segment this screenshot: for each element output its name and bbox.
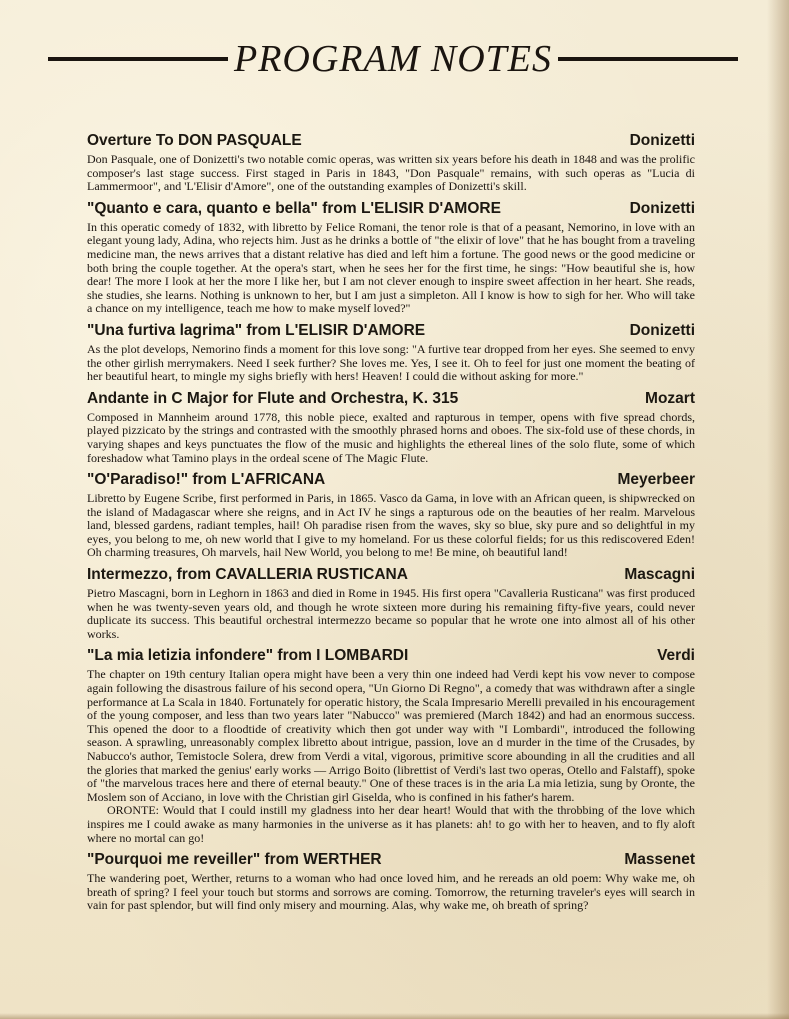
program-note-section bbox=[87, 471, 695, 560]
section-heading bbox=[87, 132, 695, 150]
section-heading bbox=[87, 200, 695, 218]
program-notes-body bbox=[87, 132, 695, 919]
composer-name: Massenet bbox=[624, 851, 695, 869]
section-heading bbox=[87, 851, 695, 869]
program-note-section bbox=[87, 322, 695, 384]
page-bottom-shadow bbox=[0, 1013, 789, 1019]
program-note-section bbox=[87, 132, 695, 194]
piece-title: "Una furtiva lagrima" from L'ELISIR D'AMORE bbox=[87, 321, 426, 339]
composer-name: Donizetti bbox=[629, 199, 695, 217]
note-paragraph: ORONTE: Would that I could instill my gladness into her dear heart! Would that with the throbbing of the love which inspires me I could awake as many harmonies in the universe as it has planets: ah! to go with her to heaven, and to fly aloft where no mortal can go! bbox=[87, 803, 695, 845]
note-paragraph: Composed in Mannheim around 1778, this noble piece, exalted and rapturous in temper, opens with five spread chords, played pizzicato by the strings and contrasted with the smoothly phrased horns and oboes. The six-fold use of these chords, in varying shapes and keys punctuates the flow of the music and highlights the ethereal lines of the solo flute, some of which foreshadow what Tamino plays in the ordeal scene of The Magic Flute. bbox=[87, 409, 695, 465]
program-note-section bbox=[87, 851, 695, 913]
section-heading bbox=[87, 322, 695, 340]
section-heading bbox=[87, 647, 695, 665]
piece-title: "La mia letizia infondere" from I LOMBARDI bbox=[87, 647, 409, 665]
section-heading bbox=[87, 566, 695, 584]
composer-name: Mascagni bbox=[624, 566, 695, 584]
piece-title: "Pourquoi me reveiller" from WERTHER bbox=[87, 851, 382, 869]
note-paragraph: The chapter on 19th century Italian opera might have been a very thin one indeed had Verdi kept his vow never to compose again following the disastrous failure of his second opera, "Un Giorno Di Regno", a comedy that was withdrawn after a single performance at La Scala in 1840. Fortunately for operatic history, the Scala Impresario Merelli prevailed in his encouragement of the young composer, and less than two years later "Nabucco" was premiered (March 1842) and had an enormous success. This opened the door to a floodtide of creativity which then got under way with "I Lombardi", introduced the following season. A sprawling, unreasonably complex libretto about intrigue, passion, love an d murder in the time of the Crusades, by Nabucco's author, Temistocle Solera, drew from Verdi a vital, vigorous, primitive score abounding in all the crudities and all the glories that marked the genius' early works — Arrigo Boito (librettist of Verdi's last two operas, Otello and Falstaff), spoke of "the marvelous traces here and there of eternal beauty." One of these traces is in the aria La mia letizia, sung by Oronte, the Moslem son of Acciano, in love with the Christian girl Giselda, who is confined in his father's harem. bbox=[87, 667, 695, 804]
piece-title: "Quanto e cara, quanto e bella" from L'ELISIR D'AMORE bbox=[87, 199, 501, 217]
piece-title: Intermezzo, from CAVALLERIA RUSTICANA bbox=[87, 566, 408, 584]
page-edge-shadow bbox=[767, 0, 789, 1019]
composer-name: Donizetti bbox=[629, 321, 695, 339]
note-paragraph: In this operatic comedy of 1832, with libretto by Felice Romani, the tenor role is that of a peasant, Nemorino, in love with an elegant young lady, Adina, who rejects him. Just as he drinks a bottle of "the elixir of love" that he has bought from a traveling medicine man, the news arrives that a distant relative has died and left him a fortune. The good news or the good medicine or both bring the couple together. At the opera's start, when he sees her for the first time, he sings: "How beautiful she is, how dear! The more I look at her the more I like her, but I am not clever enough to inspire sweet affection in her heart. She reads, she studies, she learns. Nothing is unknown to her, but I am just a simpleton. All I know is how to sigh for her. Who will take a chance on my intelligence, teach me how to make myself loved?" bbox=[87, 219, 695, 316]
piece-title: Andante in C Major for Flute and Orchestra, K. 315 bbox=[87, 389, 459, 407]
program-note-section bbox=[87, 566, 695, 641]
program-note-section bbox=[87, 390, 695, 465]
composer-name: Meyerbeer bbox=[617, 471, 695, 489]
note-paragraph: The wandering poet, Werther, returns to a woman who had once loved him, and he rereads an old poem: Why wake me, oh breath of spring? I feel your touch but storms and sorrows are coming. Tomorrow, the returning traveler's eyes will search in vain for past splendor, but will find only misery and mourning. Alas, why wake me, oh breath of spring? bbox=[87, 871, 695, 913]
piece-title: "O'Paradiso!" from L'AFRICANA bbox=[87, 471, 326, 489]
composer-name: Mozart bbox=[645, 389, 695, 407]
page-header bbox=[48, 34, 738, 84]
note-paragraph: As the plot develops, Nemorino finds a moment for this love song: "A furtive tear dropped from her eyes. She seemed to envy the other girlish merrymakers. Need I seek further? She loves me. Yes, I see it. Oh to feel for just one moment the beating of her beautiful heart, to mingle my sighs briefly with hers! Heaven! I could die without asking for more." bbox=[87, 341, 695, 384]
composer-name: Donizetti bbox=[629, 132, 695, 149]
page-title: PROGRAM NOTES bbox=[233, 38, 553, 80]
composer-name: Verdi bbox=[657, 647, 695, 665]
note-paragraph: Don Pasquale, one of Donizetti's two notable comic operas, was written six years before his death in 1848 and was the prolific composer's last stage success. First staged in Paris in 1843, "Don Pasquale" remains, with such operas as "Lucia di Lammermoor", and 'L'Elisir d'Amore", one of the outstanding examples of Donizetti's skill. bbox=[87, 152, 695, 194]
program-note-section bbox=[87, 200, 695, 316]
header-rule-right bbox=[558, 57, 738, 61]
note-paragraph: Pietro Mascagni, born in Leghorn in 1863 and died in Rome in 1945. His first opera "Cavalleria Rusticana" was first produced when he was twenty-seven years old, and though he wrote sixteen more during his remaining fifty-five years, could never duplicate its success. This beautiful orchestral intermezzo became so popular that he wrote one into almost all of his other works. bbox=[87, 586, 695, 641]
note-paragraph: Libretto by Eugene Scribe, first performed in Paris, in 1865. Vasco da Gama, in love with an African queen, is shipwrecked on the island of Madagascar where she reigns, and in Act IV he sings a rapturous ode on the beauties of her realm. Marvelous land, blessed gardens, radiant temples, hail! Oh paradise risen from the waves, sky so blue, sky pure and so delightful in my eyes, you belong to me, oh new world that I give to my homeland. For us these colorful fields; for us this rediscovered Eden! Oh charming treasures, Oh marvels, hail New World, you belong to me! Be mine, oh beautiful land! bbox=[87, 491, 695, 560]
program-note-section bbox=[87, 647, 695, 845]
header-rule-left bbox=[48, 57, 228, 61]
section-heading bbox=[87, 390, 695, 408]
section-heading bbox=[87, 471, 695, 489]
piece-title: Overture To DON PASQUALE bbox=[87, 132, 302, 149]
